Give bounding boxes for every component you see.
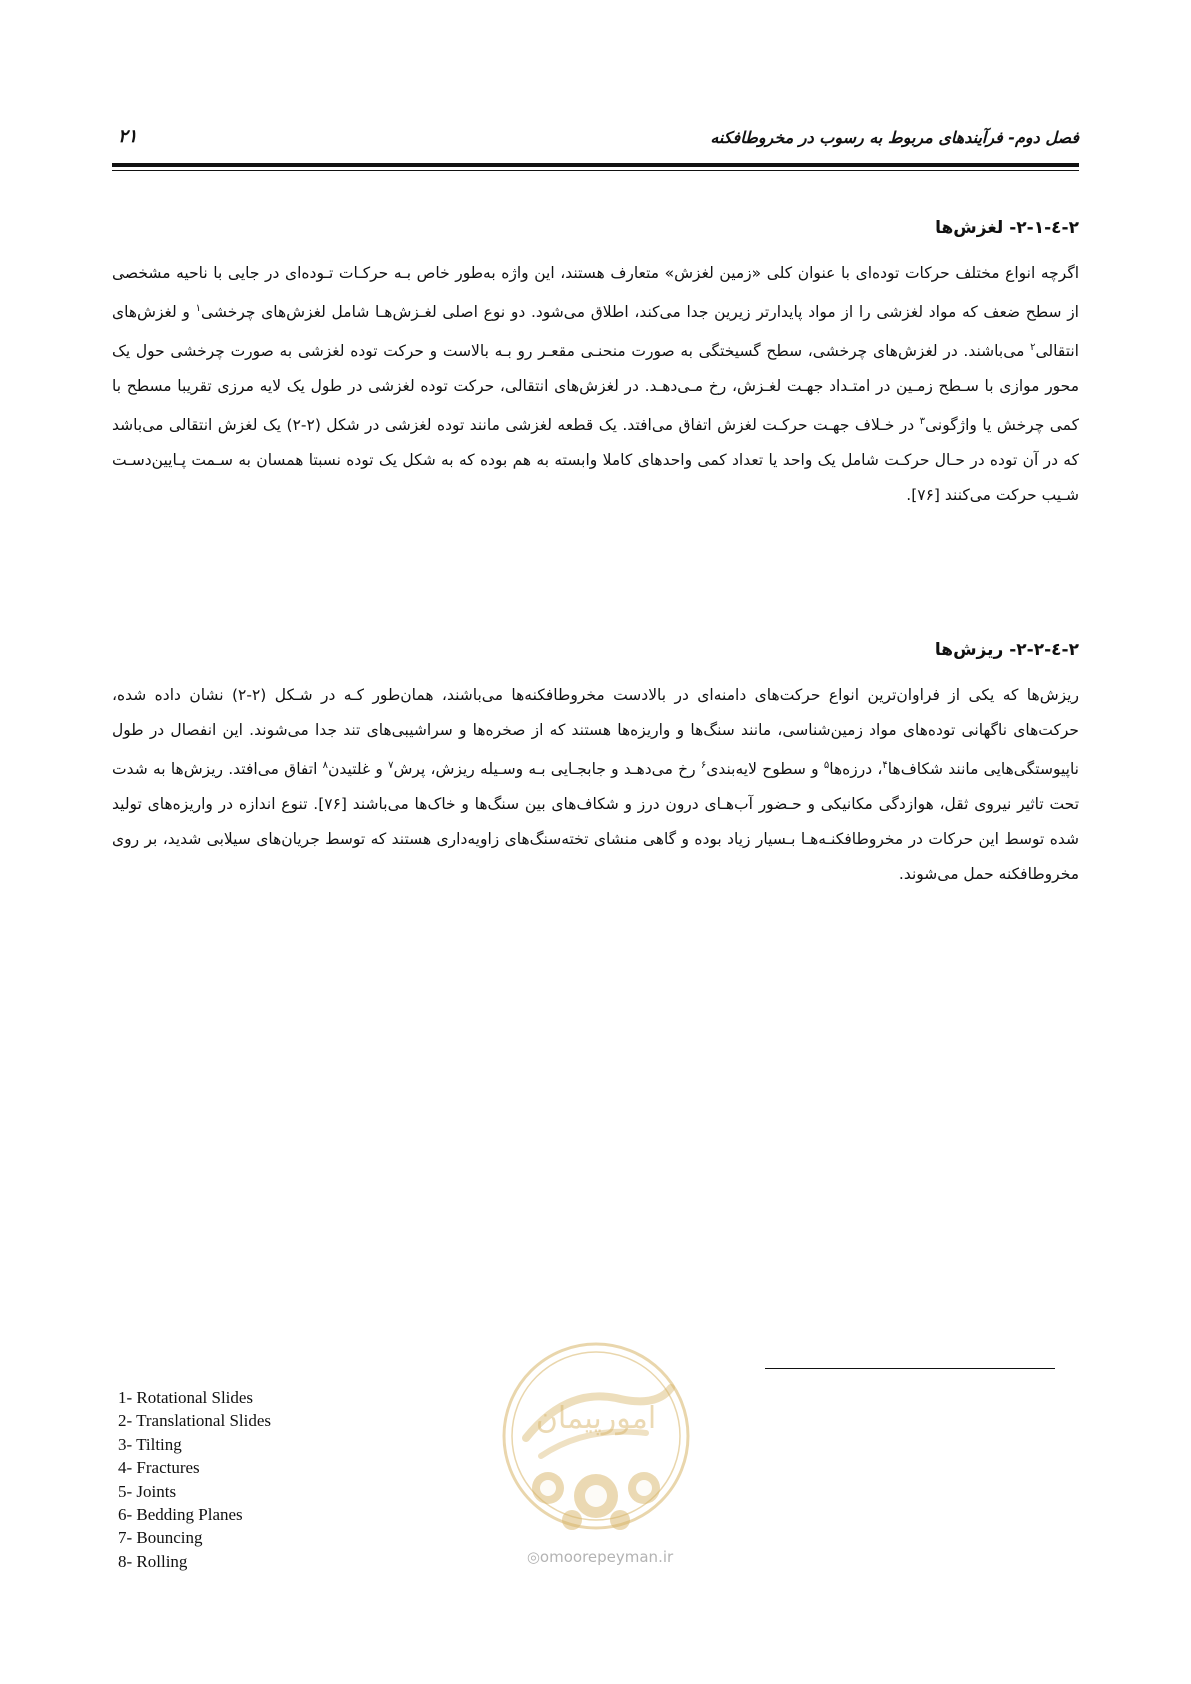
footnote-item: 1- Rotational Slides bbox=[118, 1388, 254, 1407]
paragraph-text: و لغزش‌های انتقالی bbox=[112, 303, 1079, 361]
paragraph-text: ریزش‌ها که یکی از فراوان‌ترین انواع حرکت‌های دامنه‌ای در بالادست مخروطافکنه‌ها می‌باشند، همان‌طور کـه در شـکل (۲-۲) نشان داده شده، حرکت‌های ناگهانی توده‌های مواد زمین‌شناسی، مانند سنگ‌ها و واریزه‌ها هستند که از صخره‌ها و سراشیبی‌های تند جدا می‌شوند. این انفصال در طول ناپیوستگی‌هایی مانند شکاف‌ها bbox=[112, 686, 1079, 779]
watermark-url bbox=[500, 1548, 700, 1566]
section-heading: ۲-٤-۲-۲- ریزش‌ها bbox=[934, 640, 1079, 660]
footnote-item: 5- Joints bbox=[118, 1481, 177, 1501]
footnote-list bbox=[118, 1386, 271, 1573]
footnote-separator bbox=[765, 1368, 1055, 1369]
globe-icon: ◎ bbox=[526, 1548, 540, 1566]
paragraph-text: رخ می‌دهـد و جابجـایی بـه وسـیله ریزش، پرش bbox=[393, 760, 701, 779]
section-landslides bbox=[112, 218, 1079, 513]
header-rule-thin bbox=[112, 170, 1079, 171]
footnote-ref: ۴ bbox=[882, 760, 888, 771]
paragraph-text: و سطوح لایه‌بندی bbox=[706, 760, 824, 779]
footnote-ref: ۸ bbox=[322, 760, 328, 771]
paragraph-text: اگرچه انواع مختلف حرکات توده‌ای با عنوان کلی «زمین لغزش» متعارف هستند، این واژه به‌طور خاص بـه حرکـات تـوده‌ای در جایی با ناحیه مشخصی از سطح ضعف که مواد لغزشی را از مواد پایدارتر زیرین جدا می‌کند، اطلاق می‌شود. دو نوع اصلی لغـزش‌هـا شامل لغزش‌های چرخشی bbox=[112, 264, 1079, 322]
footnote-item: 6- Bedding Planes bbox=[118, 1505, 243, 1525]
section-paragraph bbox=[112, 678, 1079, 892]
footnote-item: 8- Rolling bbox=[118, 1551, 188, 1571]
paragraph-text: اتفاق می‌افتد. ریزش‌ها به شدت تحت تاثیر نیروی ثقل، هوازدگی مکانیکی و حـضور آب‌هـای درون درز و شکاف‌های بین سنگ‌ها و خاک‌ها می‌باشند [۷۶]. تنوع اندازه در واریزه‌های تولید شده توسط این حرکات در مخروطافکنـه‌هـا بـسیار زیاد بوده و گاهی منشای تخته‌سنگ‌های زاویه‌داری هستند که توسط جریان‌های سیلابی شدید، بر روی مخروطافکنه حمل می‌شوند. bbox=[112, 760, 1080, 884]
paragraph-text: ، درزه‌ها bbox=[829, 760, 883, 779]
paragraph-text: می‌باشند. در لغزش‌های چرخشی، سطح گسیختگی به صورت منحنـی مقعـر رو بـه بالاست و حرکت توده لغزشی به صورت چرخشی حول یک محور موازی با سـطح زمـین در امتـداد جهـت لغـزش، رخ مـی‌دهـد. در لغزش‌های انتقالی، حرکت توده لغزشی در طول یک لایه مرزی تقریبا مسطح با کمی چرخش یا واژگونی bbox=[112, 342, 1080, 435]
section-heading: ۲-٤-۲-۱- لغزش‌ها bbox=[935, 218, 1079, 238]
watermark-seal bbox=[496, 1328, 696, 1560]
page-number: ۲۱ bbox=[118, 126, 138, 147]
watermark-url-text: omoorepeyman.ir bbox=[539, 1548, 674, 1566]
paragraph-text: در خـلاف جهـت حرکـت لغزش اتفاق می‌افتد. یک قطعه لغزشی مانند توده لغزشی در شکل (۲-۲) یک لغزش انتقالی می‌باشد که در آن توده در حـال حرکـت شامل یک واحد یا تعداد کمی واحدهای کاملا وابسته به هم بوده که به شکل یک توده نسبتا همسان به سـمت پـایین‌دسـت شـیب حرکت می‌کنند [۷۶]. bbox=[112, 416, 1079, 505]
footnote-ref: ۵ bbox=[823, 760, 830, 771]
header-rule-thick bbox=[112, 163, 1079, 167]
footnote-item: 3- Tilting bbox=[118, 1434, 182, 1454]
watermark-logo-text: امورپیمان bbox=[535, 1401, 657, 1436]
chapter-title: فصل دوم- فرآیندهای مربوط به رسوب در مخروطافکنه bbox=[710, 128, 1079, 147]
paragraph-text: و غلتیدن bbox=[328, 760, 389, 779]
footnote-ref: ۱ bbox=[195, 303, 201, 314]
footnote-item: 7- Bouncing bbox=[118, 1528, 203, 1548]
section-paragraph bbox=[112, 256, 1079, 513]
section-falls bbox=[112, 640, 1079, 892]
footnote-ref: ۷ bbox=[388, 760, 394, 771]
footnote-ref: ۲ bbox=[1030, 342, 1036, 354]
footnote-item: 2- Translational Slides bbox=[118, 1411, 272, 1431]
footnote-item: 4- Fractures bbox=[118, 1458, 200, 1478]
footnote-ref: ۳ bbox=[919, 416, 926, 428]
footnote-ref: ۶ bbox=[700, 760, 707, 771]
